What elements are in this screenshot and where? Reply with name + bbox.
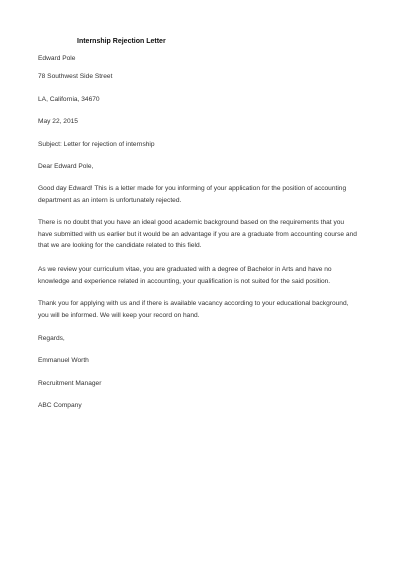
paragraph-line: knowledge and experience related in accounting, your qualification is not suited for the said position. bbox=[38, 277, 331, 285]
paragraph-line: you will be informed. We will keep your record on hand. bbox=[38, 311, 200, 319]
salutation: Dear Edward Pole, bbox=[38, 163, 94, 170]
paragraph-thanks bbox=[38, 298, 373, 321]
paragraph-background bbox=[38, 217, 373, 252]
paragraph-line: As we review your curriculum vitae, you are graduated with a degree of Bachelor in Arts and have no bbox=[38, 266, 332, 273]
paragraph-intro bbox=[38, 183, 373, 206]
closing: Regards, bbox=[38, 335, 65, 342]
paragraph-line: department as an intern is unfortunately rejected. bbox=[38, 196, 182, 204]
sender-company: ABC Company bbox=[38, 402, 82, 409]
paragraph-line: have submitted with us earlier but it would be an advantage if you are a graduate from accounting course and bbox=[38, 230, 357, 238]
sender-name: Emmanuel Worth bbox=[38, 357, 89, 364]
sender-title: Recruitment Manager bbox=[38, 380, 102, 387]
address-city: LA, California, 34670 bbox=[38, 96, 100, 103]
document-title: Internship Rejection Letter bbox=[77, 38, 166, 45]
paragraph-line: that we are looking for the candidate related to this field. bbox=[38, 242, 202, 249]
paragraph-line: Thank you for applying with us and if there is available vacancy according to your educational background, bbox=[38, 300, 349, 307]
letter-subject: Subject: Letter for rejection of internship bbox=[38, 141, 155, 148]
paragraph-line: Good day Edward! This is a letter made for you informing of your application for the position of accounting bbox=[38, 185, 347, 192]
letter-date: May 22, 2015 bbox=[38, 118, 78, 125]
recipient-name: Edward Pole bbox=[38, 55, 76, 62]
paragraph-review bbox=[38, 264, 373, 287]
address-street: 78 Southwest Side Street bbox=[38, 73, 113, 80]
paragraph-line: There is no doubt that you have an ideal good academic background based on the requirements that you bbox=[38, 219, 345, 226]
